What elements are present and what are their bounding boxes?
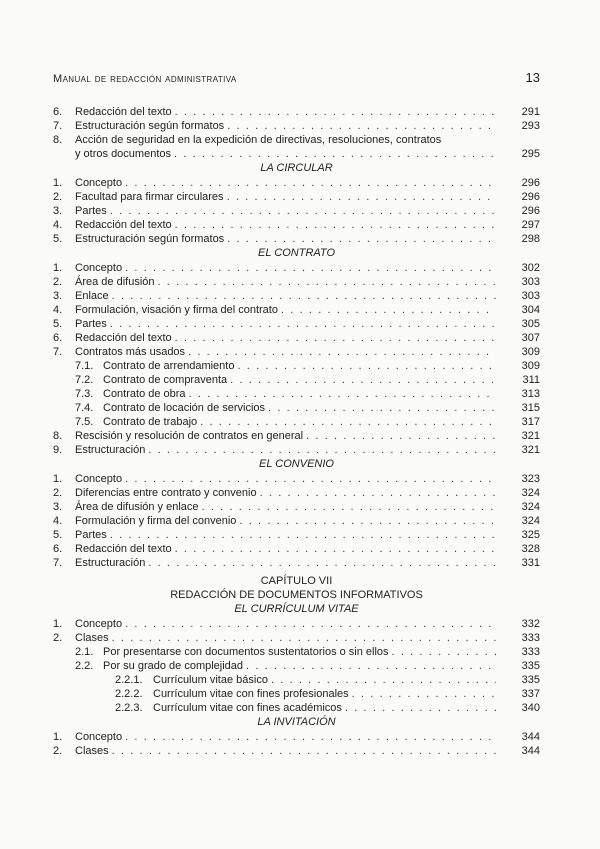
- dot-leader: [125, 261, 496, 275]
- entry-title: Estructuración según formatos: [75, 119, 227, 133]
- entry-title: Redacción del texto: [75, 542, 175, 556]
- toc-entry: [53, 401, 540, 415]
- entry-title: Contrato de obra: [103, 387, 189, 401]
- toc-entry: [53, 275, 540, 289]
- entry-page: 309: [521, 360, 540, 372]
- dot-leader: [125, 176, 496, 190]
- toc-entry: [53, 232, 540, 246]
- entry-title: Currículum vitae con fines académicos: [153, 701, 345, 715]
- entry-number: 2.: [53, 745, 63, 757]
- entry-title: Currículum vitae con fines profesionales: [153, 687, 352, 701]
- section-heading: EL CONTRATO: [257, 247, 336, 259]
- entry-page: 303: [521, 290, 540, 302]
- entry-number: 2.: [53, 487, 63, 499]
- dot-leader: [202, 500, 496, 514]
- entry-title: Contrato de trabajo: [103, 415, 200, 429]
- running-title: Manual de redacción administrativa: [53, 73, 237, 85]
- entry-page: 302: [521, 262, 540, 274]
- dot-leader: [110, 204, 496, 218]
- entry-number: 2.2.2.: [115, 688, 143, 700]
- dot-leader: [227, 190, 496, 204]
- entry-title: Concepto: [75, 730, 125, 744]
- toc-entry: [53, 528, 540, 542]
- entry-number: 8.: [53, 430, 63, 442]
- entry-number: 4.: [53, 304, 63, 316]
- entry-page: 296: [521, 177, 540, 189]
- entry-title: Contrato de locación de servicios: [103, 401, 268, 415]
- entry-number: 7.: [53, 346, 63, 358]
- entry-page: 315: [521, 402, 540, 414]
- entry-page: 344: [521, 731, 540, 743]
- entry-page: 324: [521, 501, 540, 513]
- toc-entry: [53, 673, 540, 687]
- toc-entry: [53, 472, 540, 486]
- toc-entry: [53, 730, 540, 744]
- entry-number: 6.: [53, 106, 63, 118]
- entry-title: Clases: [75, 631, 112, 645]
- entry-number: 2.2.: [75, 660, 94, 672]
- dot-leader: [125, 617, 496, 631]
- entry-number: 3.: [53, 205, 63, 217]
- entry-number: 7.5.: [75, 416, 94, 428]
- entry-page: 321: [521, 430, 540, 442]
- entry-number: 1.: [53, 618, 63, 630]
- entry-number: 7.1.: [75, 360, 94, 372]
- chapter-heading: REDACCIÓN DE DOCUMENTOS INFORMATIVOS: [170, 589, 423, 601]
- entry-number: 7.4.: [75, 402, 94, 414]
- dot-leader: [112, 289, 496, 303]
- toc-entry: [53, 190, 540, 204]
- entry-page: 295: [521, 148, 540, 160]
- entry-page: 331: [521, 557, 540, 569]
- entry-page: 332: [521, 618, 540, 630]
- dot-leader: [125, 472, 496, 486]
- entry-page: 324: [521, 487, 540, 499]
- entry-page: 297: [521, 219, 540, 231]
- entry-page: 309: [521, 346, 540, 358]
- section-heading: EL CURRÍCULUM VITAE: [234, 603, 359, 615]
- entry-title: Clases: [75, 744, 112, 758]
- entry-number: 2.: [53, 191, 63, 203]
- entry-number: 9.: [53, 444, 63, 456]
- toc-entry: [53, 659, 540, 673]
- dot-leader: [281, 303, 496, 317]
- table-of-contents: [53, 105, 540, 758]
- entry-number: 8.: [53, 134, 63, 146]
- entry-number: 1.: [53, 473, 63, 485]
- entry-page: 317: [521, 416, 540, 428]
- dot-leader: [148, 443, 496, 457]
- entry-number: 1.: [53, 177, 63, 189]
- entry-page: 296: [521, 205, 540, 217]
- entry-number: 3.: [53, 290, 63, 302]
- toc-entry: [53, 373, 540, 387]
- toc-entry: [53, 617, 540, 631]
- dot-leader: [158, 275, 497, 289]
- dot-leader: [175, 218, 496, 232]
- entry-page: 321: [521, 444, 540, 456]
- dot-leader: [174, 147, 496, 161]
- entry-title: Concepto: [75, 176, 125, 190]
- entry-page: 296: [521, 191, 540, 203]
- toc-entry: [53, 359, 540, 373]
- entry-page: 323: [521, 473, 540, 485]
- entry-number: 5.: [53, 318, 63, 330]
- entry-number: 7.3.: [75, 388, 94, 400]
- dot-leader: [110, 528, 496, 542]
- toc-entry: [53, 317, 540, 331]
- entry-number: 2.: [53, 276, 63, 288]
- entry-title: Formulación, visación y firma del contrato: [75, 303, 281, 317]
- toc-entry: [53, 204, 540, 218]
- entry-title: Formulación y firma del convenio: [75, 514, 239, 528]
- toc-entry: [53, 415, 540, 429]
- entry-title: Redacción del texto: [75, 218, 175, 232]
- dot-leader: [125, 730, 496, 744]
- dot-leader: [392, 645, 496, 659]
- toc-entry: [53, 119, 540, 133]
- entry-title: Partes: [75, 204, 110, 218]
- entry-page: 305: [521, 318, 540, 330]
- entry-number: 2.2.1.: [115, 674, 143, 686]
- toc-entry: [53, 261, 540, 275]
- entry-title: Estructuración: [75, 443, 148, 457]
- dot-leader: [352, 687, 496, 701]
- dot-leader: [188, 345, 496, 359]
- toc-entry: [53, 303, 540, 317]
- entry-title: Por su grado de complejidad: [103, 659, 246, 673]
- entry-title: Por presentarse con documentos sustentatorios o sin ellos: [103, 645, 392, 659]
- toc-entry: [53, 645, 540, 659]
- entry-title: Facultad para firmar circulares: [75, 190, 227, 204]
- dot-leader: [189, 387, 496, 401]
- entry-page: 307: [521, 332, 540, 344]
- toc-entry: [53, 218, 540, 232]
- toc-entry: [53, 744, 540, 758]
- dot-leader: [112, 744, 496, 758]
- dot-leader: [112, 631, 496, 645]
- entry-title: Concepto: [75, 617, 125, 631]
- entry-title: Rescisión y resolución de contratos en general: [75, 429, 306, 443]
- entry-page: 328: [521, 543, 540, 555]
- entry-title: Estructuración: [75, 556, 148, 570]
- dot-leader: [175, 105, 496, 119]
- entry-number: 7.: [53, 120, 63, 132]
- entry-title: y otros documentos: [75, 147, 174, 161]
- entry-title: Estructuración según formatos: [75, 232, 227, 246]
- entry-page: 333: [521, 632, 540, 644]
- dot-leader: [175, 331, 496, 345]
- entry-page: 344: [521, 745, 540, 757]
- toc-entry: [53, 514, 540, 528]
- dot-leader: [110, 317, 496, 331]
- toc-entry: [53, 500, 540, 514]
- toc-entry: [53, 486, 540, 500]
- entry-number: 4.: [53, 219, 63, 231]
- section-heading: LA CIRCULAR: [260, 162, 333, 174]
- entry-title: Área de difusión: [75, 275, 158, 289]
- entry-title: Enlace: [75, 289, 112, 303]
- toc-entry: [53, 443, 540, 457]
- entry-number: 6.: [53, 332, 63, 344]
- entry-page: 337: [521, 688, 540, 700]
- entry-number: 1.: [53, 731, 63, 743]
- entry-number: 7.: [53, 557, 63, 569]
- entry-title: Contrato de compraventa: [103, 373, 230, 387]
- entry-title: Contrato de arrendamiento: [103, 359, 237, 373]
- page-header: [53, 70, 540, 85]
- dot-leader: [268, 401, 496, 415]
- dot-leader: [260, 486, 496, 500]
- toc-entry: [53, 701, 540, 715]
- dot-leader: [246, 659, 496, 673]
- toc-entry: [53, 176, 540, 190]
- entry-number: 1.: [53, 262, 63, 274]
- toc-entry: [53, 105, 540, 119]
- dot-leader: [230, 373, 496, 387]
- dot-leader: [271, 673, 496, 687]
- page-number: 13: [525, 70, 540, 85]
- entry-page: 304: [521, 304, 540, 316]
- dot-leader: [239, 514, 496, 528]
- toc-entry: [53, 687, 540, 701]
- entry-number: 4.: [53, 515, 63, 527]
- entry-title: Partes: [75, 528, 110, 542]
- toc-entry: [53, 542, 540, 556]
- entry-page: 335: [521, 660, 540, 672]
- entry-number: 2.1.: [75, 646, 94, 658]
- entry-number: 5.: [53, 233, 63, 245]
- section-heading: EL CONVENIO: [259, 458, 334, 470]
- entry-number: 7.2.: [75, 374, 94, 386]
- entry-page: 293: [521, 120, 540, 132]
- dot-leader: [227, 232, 496, 246]
- entry-page: 303: [521, 276, 540, 288]
- dot-leader: [200, 415, 496, 429]
- entry-title: Concepto: [75, 261, 125, 275]
- dot-leader: [148, 556, 496, 570]
- dot-leader: [345, 701, 496, 715]
- entry-title: Acción de seguridad en la expedición de directivas, resoluciones, contratos: [75, 133, 444, 147]
- entry-page: 325: [521, 529, 540, 541]
- entry-page: 335: [521, 674, 540, 686]
- toc-entry: [53, 631, 540, 645]
- toc-entry: [53, 331, 540, 345]
- toc-entry: [53, 387, 540, 401]
- toc-entry: [53, 289, 540, 303]
- entry-title: Diferencias entre contrato y convenio: [75, 486, 260, 500]
- entry-title: Contratos más usados: [75, 345, 188, 359]
- toc-entry: [53, 133, 540, 147]
- entry-page: 291: [521, 106, 540, 118]
- entry-page: 313: [521, 388, 540, 400]
- toc-entry: [53, 429, 540, 443]
- entry-number: 3.: [53, 501, 63, 513]
- entry-title: Concepto: [75, 472, 125, 486]
- dot-leader: [227, 119, 496, 133]
- dot-leader: [237, 359, 496, 373]
- toc-entry: [53, 345, 540, 359]
- dot-leader: [175, 542, 496, 556]
- entry-number: 6.: [53, 543, 63, 555]
- entry-number: 2.: [53, 632, 63, 644]
- entry-title: Currículum vitae básico: [153, 673, 271, 687]
- entry-page: 340: [521, 702, 540, 714]
- dot-leader: [306, 429, 496, 443]
- entry-page: 324: [521, 515, 540, 527]
- section-heading: LA INVITACIÓN: [257, 716, 336, 728]
- toc-entry: [53, 556, 540, 570]
- entry-page: 311: [522, 374, 540, 386]
- entry-title: Redacción del texto: [75, 331, 175, 345]
- entry-title: Área de difusión y enlace: [75, 500, 202, 514]
- toc-entry: [53, 147, 540, 161]
- entry-number: 2.2.3.: [115, 702, 143, 714]
- entry-page: 298: [521, 233, 540, 245]
- entry-page: 333: [521, 646, 540, 658]
- entry-title: Partes: [75, 317, 110, 331]
- chapter-heading: CAPÍTULO VII: [260, 575, 333, 587]
- entry-title: Redacción del texto: [75, 105, 175, 119]
- entry-number: 5.: [53, 529, 63, 541]
